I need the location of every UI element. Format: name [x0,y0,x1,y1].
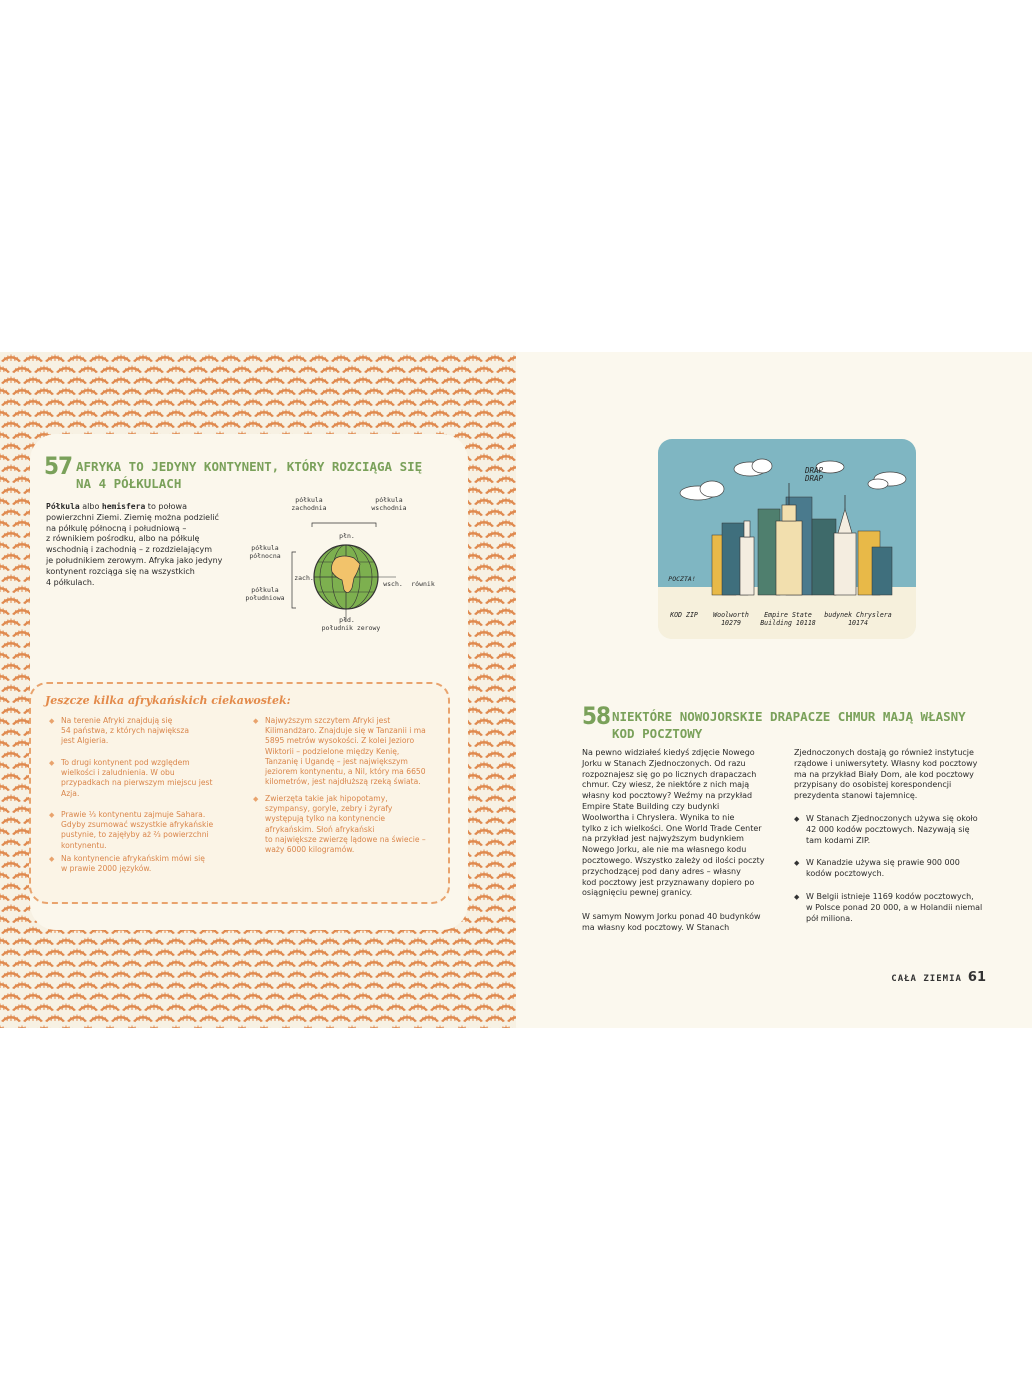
bullet-icon: ◆ [49,811,55,819]
label-western-hemisphere: półkula zachodnia [291,496,327,512]
fact-item: Zwierzęta takie jak hipopotamy, szympansy, goryle, zebry i żyrafy występują tylko na kontynencie afrykańskim. Słoń afrykański to największe zwierzę lądowe na świecie – waży 6000 kilogramów. [265,794,426,855]
page-footer [891,970,986,985]
section-title-line1: AFRYKA TO JEDYNY KONTYNENT, KTÓRY ROZCIĄGA SIĘ [76,459,423,474]
intro-line: kontynent rozciąga się na wszystkich [46,566,195,576]
intro-line: powierzchni Ziemi. Ziemię można podzielić [46,512,219,522]
fact-item: Na terenie Afryki znajdują się 54 państwa, z których największa jest Algieria. [61,716,189,746]
intro-connector: albo [79,502,102,511]
term-hemisfera: hemisfera [101,502,146,511]
empire-state-label: Empire State Building 10118 [760,611,816,627]
drap-drap-label: DRAP DRAP [804,466,824,483]
column-2-paragraph: Zjednoczonych dostają go również instytucje rządowe i uniwersytety. Własny kod pocztowy ma na przykład Biały Dom, ale kod pocztowy przypisany do osobistej korespondencji prezydenta stanowi tajemnicę. [794,748,978,801]
poczta-label: POCZTA! [668,575,696,583]
column-1-paragraph-2: W samym Nowym Jorku ponad 40 budynków ma własny kod pocztowy. W Stanach [582,912,761,932]
woolworth-label: Woolworth 10279 [713,611,749,627]
fact-item: Najwyższym szczytem Afryki jest Kilimandżaro. Znajduje się w Tanzanii i ma 5895 metrów wysokości. Z kolei Jezioro Wiktorii – podzielone między Kenię, Tanzanię i Ugandę – jest największym jeziorem kontynentu, a Nil, który ma 6650 kilometrów, jest najdłuższą rzeką świata. [265,716,426,787]
zip-fact-us: W Stanach Zjednoczonych używa się około 42 000 kodów pocztowych. Nazywają się tam kodami ZIP. [806,814,978,845]
right-page [516,352,1032,1028]
facts-box [29,682,450,904]
intro-line: je południkiem zerowym. Afryka jako jedyny [46,555,223,565]
label-south-short: płd. [339,616,355,624]
section-title-line1: NIEKTÓRE NOWOJORSKIE DRAPACZE CHMUR MAJĄ WŁASNY [612,709,966,724]
kod-zip-label: KOD ZIP [670,611,698,619]
chrysler-label: budynek Chryslera 10174 [824,611,892,627]
intro-line: z równikiem pośrodku, albo na półkulę [46,534,200,544]
bullet-icon: ◆ [794,893,800,901]
intro-line: na półkulę północną i południową – [46,523,187,533]
intro-line: to połowa [145,502,187,511]
bullet-icon: ◆ [794,815,800,823]
section-number: 58 [582,702,611,730]
section-title-line2: NA 4 PÓŁKULACH [76,476,182,491]
term-polkula: Półkula [46,502,80,511]
bullet-icon: ◆ [49,759,55,767]
column-1-paragraph-1: Na pewno widziałeś kiedyś zdjęcie Nowego Jorku w Stanach Zjednoczonych. Od razu rozpoznajesz się go po licznych drapaczach chmur. Czy wiesz, że niektóre z nich mają własny kod pocztowy? Weźmy na przykład Empire State Building czy budynki Woolwortha i Chryslera. Wynika to nie tylko z ich wielkości. One World Trade Center na przykład jest najwyższym budynkiem Nowego Jorku, ale nie ma własnego kodu pocztowego. Wszystko zależy od ilości poczty przychodzącej pod dany adres – własny kod pocztowy jest przyznawany dopiero po osiągnięciu pewnej granicy. [582,748,765,898]
globe-diagram [245,492,456,642]
zip-fact-canada: W Kanadzie używa się prawie 900 000 kodów pocztowych. [806,858,960,878]
label-east-short: wsch. [383,580,403,588]
zip-fact-europe: W Belgii istnieje 1169 kodów pocztowych, w Polsce ponad 20 000, a w Holandii niemal pół miliona. [806,892,983,923]
skyline-illustration [658,439,916,639]
intro-line: wschodnią i zachodnią – z rozdzielającym [46,545,213,555]
footer-chapter-label: CAŁA ZIEMIA [891,974,962,984]
left-page [0,352,516,1028]
label-equator: równik [411,580,435,588]
bullet-icon: ◆ [794,859,800,867]
section-title [612,708,1002,742]
bullet-icon: ◆ [49,717,55,725]
facts-title: Jeszcze kilka afrykańskich ciekawostek: [45,694,291,707]
skyline-drawing [658,439,916,639]
section-number: 57 [44,452,73,480]
label-eastern-hemisphere: półkula wschodnia [371,496,407,512]
bullet-icon: ◆ [253,717,259,725]
section-title-line2: KOD POCZTOWY [612,726,703,741]
section-title [76,458,466,492]
fact-item: To drugi kontynent pod względem wielkości i zaludnienia. W obu przypadkach na pierwszym miejscu jest Azja. [61,758,213,798]
intro-paragraph [46,502,246,588]
book-spread [0,352,1032,1028]
label-north-short: płn. [339,532,355,540]
bullet-icon: ◆ [49,855,55,863]
label-prime-meridian: południk zerowy [321,624,381,632]
intro-line: 4 półkulach. [46,577,95,587]
label-west-short: zach. [294,574,314,582]
label-southern-hemisphere: półkula południowa [245,586,285,602]
bullet-icon: ◆ [253,795,259,803]
fact-item: Na kontynencie afrykańskim mówi się w prawie 2000 języków. [61,854,205,874]
fact-item: Prawie ⅓ kontynentu zajmuje Sahara. Gdyby zsumować wszystkie afrykańskie pustynie, to zajęłyby aż ⅔ powierzchni kontynentu. [61,810,214,850]
label-northern-hemisphere: półkula północna [249,544,281,560]
page-number: 61 [967,970,986,985]
